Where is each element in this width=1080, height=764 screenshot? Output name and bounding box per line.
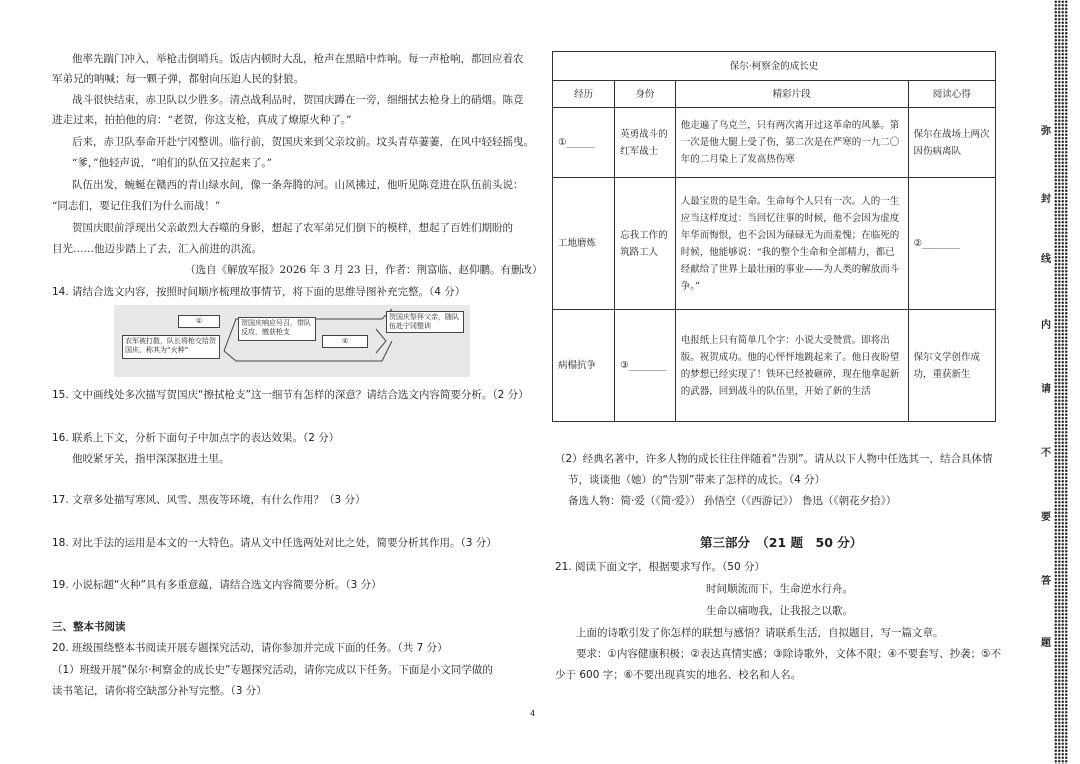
cell-identity: 英勇战斗的红军战士 bbox=[615, 108, 676, 178]
binding-char: 答 bbox=[1041, 576, 1051, 587]
poem-line-2: 生命以痛吻我，让我报之以歌。 bbox=[706, 605, 853, 617]
question-20-2-line-2: 节，谈谈他（她）的“告别”带来了怎样的成长。（4 分） bbox=[568, 474, 826, 486]
cell-note-blank[interactable]: ②________ bbox=[908, 178, 995, 310]
question-19: 19. 小说标题“火种”具有多重意蕴，请结合选文内容简要分析。（3 分） bbox=[52, 579, 382, 591]
reading-notes-table bbox=[552, 51, 996, 422]
mindmap-middle-box: 贺国庆响应号召，带队反攻，缴获枪支 bbox=[238, 317, 316, 341]
table-row bbox=[553, 178, 996, 310]
question-14: 14. 请结合选文内容，按照时间顺序梳理故事情节，将下面的思维导图补充完整。（4 分） bbox=[52, 286, 466, 298]
cell-note: 保尔在战场上两次因伤病离队 bbox=[908, 108, 995, 178]
binding-strip bbox=[1038, 0, 1080, 764]
story-line: 他率先踹门冲入，举枪击倒哨兵。饭店内顿时大乱，枪声在黑暗中炸响。每一声枪响，都回应着农 bbox=[72, 53, 524, 65]
question-18: 18. 对比手法的运用是本文的一大特色。请从文中任选两处对比之处，简要分析其作用。（3 分） bbox=[52, 537, 497, 549]
question-20-1-line-1: （1）班级开展“保尔·柯察金的成长史”专题探究活动，请你完成以下任务。下面是小文同学做的 bbox=[52, 664, 493, 676]
cell-note: 保尔文学创作成功，重获新生 bbox=[908, 310, 995, 422]
candidate-characters: 备选人物：简·爱（《简·爱》） 孙悟空（《西游记》） 鲁迅（《朝花夕拾》） bbox=[568, 495, 897, 507]
table-header-row bbox=[553, 81, 996, 108]
binding-dots bbox=[1054, 0, 1068, 764]
cell-experience: 病榻抗争 bbox=[553, 310, 615, 422]
cell-experience-blank[interactable]: ①______ bbox=[553, 108, 615, 178]
mindmap-blank-2[interactable]: ② bbox=[322, 335, 368, 348]
cell-experience: 工地磨炼 bbox=[553, 178, 615, 310]
story-line: 贺国庆眼前浮现出父亲敢烈大吞噬的身影，想起了农军弟兄们倒下的模样，想起了百姓们期盼的 bbox=[72, 222, 513, 234]
writing-requirements-line-2: 少于 600 字；⑥不要出现真实的地名、校名和人名。 bbox=[555, 669, 802, 681]
story-line: 进走过来，拍拍他的肩：“老贺，你这支枪，真成了燎原火种了。” bbox=[52, 114, 352, 126]
page-number: 4 bbox=[530, 709, 536, 718]
binding-char: 要 bbox=[1041, 512, 1051, 523]
binding-char: 不 bbox=[1041, 448, 1051, 459]
binding-char: 弥 bbox=[1041, 126, 1051, 137]
part-3-heading: 第三部分 （21 题 50 分） bbox=[700, 535, 863, 550]
poem-line-1: 时间顺流而下，生命逆水行舟。 bbox=[706, 583, 853, 595]
col-header-identity: 身份 bbox=[615, 81, 676, 108]
question-20-1-line-2: 读书笔记，请你将空缺部分补写完整。（3 分） bbox=[52, 685, 267, 697]
question-16-sentence: 他咬紧牙关，指甲深深抠进土里。 bbox=[72, 453, 230, 465]
mindmap-start-box: 农军被打散，队长将枪交给贺国庆，称其为“火种” bbox=[122, 335, 220, 359]
table-title: 保尔·柯察金的成长史 bbox=[553, 52, 996, 81]
table-row bbox=[553, 108, 996, 178]
question-21: 21. 阅读下面文字，根据要求写作。（50 分） bbox=[555, 561, 765, 573]
question-20-2-line-1: （2）经典名著中，许多人物的成长往往伴随着“告别”。请从以下人物中任选其一，结合具体情 bbox=[555, 453, 993, 465]
story-line: 战斗很快结束，赤卫队以少胜多。清点战利品时，贺国庆蹲在一旁，细细拭去枪身上的硝烟。陈竞 bbox=[72, 94, 524, 106]
arrow-head bbox=[376, 329, 386, 353]
cell-excerpt: 电报纸上只有简单几个字：小说大受赞赏。即将出版。祝贺成功。他的心怦怦地跳起来了。他日夜盼望的梦想已经实现了！铁环已经被砸碎，现在他拿起新的武器，回到战斗的队伍里，开始了新的生活 bbox=[675, 310, 908, 422]
question-15: 15. 文中画线处多次描写贺国庆“擦拭枪支”这一细节有怎样的深意？请结合选文内容简要分析。（2 分） bbox=[52, 389, 529, 401]
question-20: 20. 班级围绕整本书阅读开展专题探究活动，请你参加并完成下面的任务。（共 7 分） bbox=[52, 642, 448, 654]
col-header-excerpt: 精彩片段 bbox=[675, 81, 908, 108]
binding-char: 题 bbox=[1041, 638, 1051, 649]
binding-char: 请 bbox=[1041, 384, 1051, 395]
mindmap-blank-1[interactable]: ① bbox=[178, 315, 220, 328]
story-line: 队伍出发，蜿蜒在赣西的青山绿水间，像一条奔腾的河。山风拂过，他听见陈竞进在队伍前头说： bbox=[72, 179, 524, 191]
binding-char: 线 bbox=[1041, 254, 1051, 265]
story-line: 后来，赤卫队奉命开赴宁冈整训。临行前，贺国庆来到父亲坟前。坟头青草萋萋，在风中轻轻摇曳。 bbox=[72, 136, 534, 148]
story-line: “爹，”他轻声说，“咱们的队伍又拉起来了。” bbox=[72, 157, 272, 169]
binding-char: 封 bbox=[1041, 194, 1051, 205]
cell-identity: 忘我工作的筑路工人 bbox=[615, 178, 676, 310]
cell-excerpt: 他走遍了乌克兰，只有两次离开过这革命的风暴。第一次是他大腿上受了伤，第二次是在严寒的一九二〇年的二月染上了发高热伤寒 bbox=[675, 108, 908, 178]
writing-requirements-line-1: 要求：①内容健康积极；②表达真情实感；③除诗歌外，文体不限；④不要套写、抄袭；⑤不 bbox=[576, 648, 1002, 660]
story-line: “同志们，要记住我们为什么而战！” bbox=[52, 200, 221, 212]
col-header-experience: 经历 bbox=[553, 81, 615, 108]
writing-prompt: 上面的诗歌引发了你怎样的联想与感悟？请联系生活，自拟题目，写一篇文章。 bbox=[576, 627, 944, 639]
story-source: （选自《解放军报》2026 年 3 月 23 日，作者：荆富临、赵仰鹏。有删改） bbox=[185, 264, 543, 276]
story-line: 目光……他迈步踏上了去，汇入前进的洪流。 bbox=[52, 243, 262, 255]
question-16: 16. 联系上下文，分析下面句子中加点字的表达效果。（2 分） bbox=[52, 432, 340, 444]
story-line: 军弟兄的呐喊；每一颗子弹，都射向压迫人民的豺狼。 bbox=[52, 73, 304, 85]
table-row bbox=[553, 310, 996, 422]
col-header-note: 阅读心得 bbox=[908, 81, 995, 108]
question-17: 17. 文章多处描写寒风、风雪、黑夜等环境，有什么作用？（3 分） bbox=[52, 494, 366, 506]
cell-identity-blank[interactable]: ③________ bbox=[615, 310, 676, 422]
mind-map bbox=[114, 305, 470, 377]
mindmap-end-box: 贺国庆祭拜父亲，随队伍赴宁冈整训 bbox=[386, 311, 464, 333]
binding-char: 内 bbox=[1041, 320, 1051, 331]
section-3-heading: 三、整本书阅读 bbox=[52, 621, 126, 633]
cell-excerpt: 人最宝贵的是生命。生命每个人只有一次。人的一生应当这样度过：当回忆往事的时候，他不会因为虚度年华而悔恨，也不会因为碌碌无为而羞愧；在临死的时候，他能够说：“我的整个生命和全部精力，都已经献给了世界上最壮丽的事业——为人类的解放而斗争。” bbox=[675, 178, 908, 310]
